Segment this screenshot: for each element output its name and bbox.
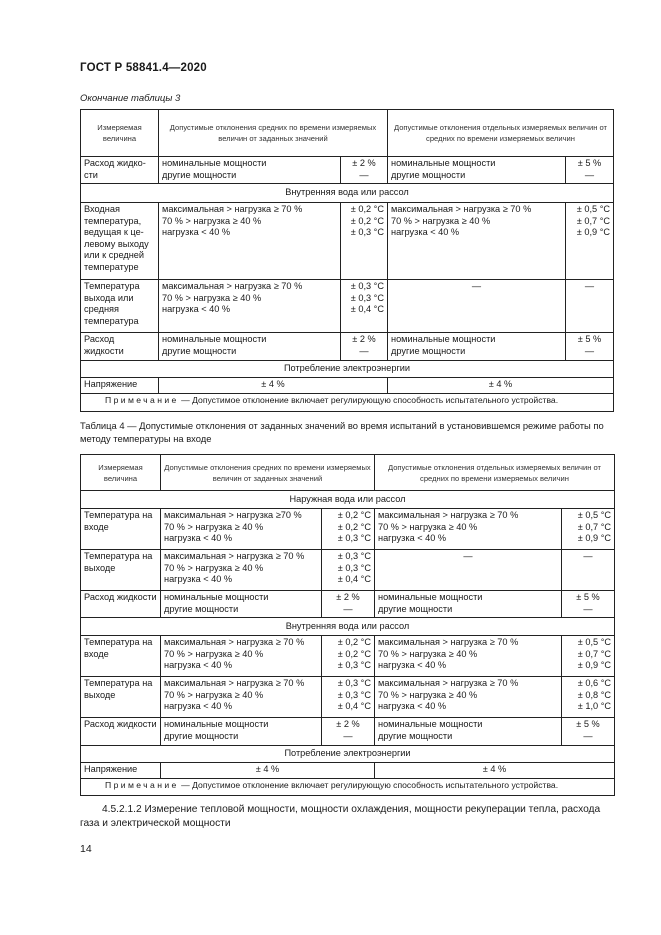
table-note: Примечание — Допустимое отклонение включает регулирующую способность испытательного устройства. [81, 779, 615, 796]
ind-conditions: максимальная > нагрузка ≥ 70 % 70 % > нагрузка ≥ 40 % нагрузка < 40 % [388, 203, 566, 280]
avg-values: ± 0,2 °C ± 0,2 °C ± 0,3 °C [322, 636, 375, 677]
quantity-name: Расход жидкости [81, 718, 161, 746]
avg-conditions: номинальные мощности другие мощности [159, 157, 341, 184]
ind-values: ± 0,5 °C ± 0,7 °C ± 0,9 °C [566, 203, 614, 280]
avg-conditions: номинальные мощности другие мощности [161, 718, 322, 746]
table-row [81, 636, 615, 677]
quantity-name: Температура на входе [81, 509, 161, 550]
avg-values: ± 0,3 °C ± 0,3 °C ± 0,4 °C [322, 677, 375, 718]
document-id: ГОСТ Р 58841.4—2020 [80, 62, 207, 74]
header-average-deviation: Допустимые отклонения средних по времени измеряемых величин от заданных значений [161, 455, 375, 491]
table-4 [80, 454, 615, 796]
quantity-name: Температура на входе [81, 636, 161, 677]
ind-values: — [562, 550, 615, 591]
table-row [81, 591, 615, 618]
avg-values: ± 0,2 °C ± 0,2 °C ± 0,3 °C [341, 203, 388, 280]
table-row [81, 333, 614, 361]
table-3-continuation-caption: Окончание таблицы 3 [80, 93, 181, 104]
avg-values: ± 2 % — [322, 718, 375, 746]
ind-value: ± 4 % [388, 378, 614, 394]
avg-conditions: максимальная > нагрузка ≥ 70 % 70 % > нагрузка ≥ 40 % нагрузка < 40 % [161, 636, 322, 677]
avg-conditions: номинальные мощности другие мощности [159, 333, 341, 361]
avg-values: ± 0,2 °C ± 0,2 °C ± 0,3 °C [322, 509, 375, 550]
header-average-deviation: Допустимые отклонения средних по времени измеряемых величин от заданных значений [159, 110, 388, 157]
section-inner-water: Внутренняя вода или рассол [81, 618, 615, 636]
header-measured-quantity: Измеряемая величина [81, 110, 159, 157]
avg-values: ± 0,3 °C ± 0,3 °C ± 0,4 °C [322, 550, 375, 591]
quantity-name: Температура выхода или средняя температура [81, 280, 159, 333]
ind-conditions: номинальные мощности другие мощности [388, 333, 566, 361]
section-outer-water: Наружная вода или рассол [81, 491, 615, 509]
table-row [81, 509, 615, 550]
quantity-name: Температура на выходе [81, 677, 161, 718]
section-row [81, 618, 615, 636]
ind-conditions: максимальная > нагрузка ≥ 70 % 70 % > нагрузка ≥ 40 % нагрузка < 40 % [375, 509, 562, 550]
ind-values: ± 0,6 °C ± 0,8 °C ± 1,0 °C [562, 677, 615, 718]
ind-values: ± 0,5 °C ± 0,7 °C ± 0,9 °C [562, 636, 615, 677]
note-row [81, 394, 614, 412]
ind-conditions: номинальные мощности другие мощности [388, 157, 566, 184]
ind-values: ± 0,5 °C ± 0,7 °C ± 0,9 °C [562, 509, 615, 550]
header-individual-deviation: Допустимые отклонения отдельных измеряемых величин от средних по времени измеряемых величин [388, 110, 614, 157]
section-row [81, 746, 615, 763]
ind-conditions: — [375, 550, 562, 591]
table-row [81, 280, 614, 333]
table-4-caption: Таблица 4 — Допустимые отклонения от заданных значений во время испытаний в установившемся режиме работы по методу температуры на входе [80, 420, 604, 444]
table-note: Примечание — Допустимое отклонение включает регулирующую способность испытательного устройства. [81, 394, 614, 412]
avg-conditions: максимальная > нагрузка ≥70 % 70 % > нагрузка ≥ 40 % нагрузка < 40 % [161, 509, 322, 550]
quantity-name: Входная температура, ведущая к це-левому выходу или к средней температуре [81, 203, 159, 280]
section-row [81, 491, 615, 509]
ind-values: ± 5 % — [562, 591, 615, 618]
avg-conditions: максимальная > нагрузка ≥ 70 % 70 % > нагрузка ≥ 40 % нагрузка < 40 % [159, 280, 341, 333]
section-power-consumption: Потребление электроэнергии [81, 361, 614, 378]
avg-value: ± 4 % [159, 378, 388, 394]
ind-values: — [566, 280, 614, 333]
header-measured-quantity: Измеряемая величина [81, 455, 161, 491]
avg-conditions: максимальная > нагрузка ≥ 70 % 70 % > нагрузка ≥ 40 % нагрузка < 40 % [161, 677, 322, 718]
quantity-name: Расход жидко-сти [81, 157, 159, 184]
ind-conditions: номинальные мощности другие мощности [375, 591, 562, 618]
table-row [81, 718, 615, 746]
table-3 [80, 109, 614, 412]
table-row [81, 677, 615, 718]
quantity-name: Температура на выходе [81, 550, 161, 591]
table-row [81, 157, 614, 184]
section-row [81, 361, 614, 378]
table-row [81, 378, 614, 394]
header-individual-deviation: Допустимые отклонения отдельных измеряемых величин от средних по времени измеряемых величин [375, 455, 615, 491]
quantity-name: Напряжение [81, 378, 159, 394]
avg-conditions: максимальная > нагрузка ≥ 70 % 70 % > нагрузка ≥ 40 % нагрузка < 40 % [159, 203, 341, 280]
avg-value: ± 4 % [161, 763, 375, 779]
table-row [81, 203, 614, 280]
page-number: 14 [80, 843, 92, 855]
quantity-name: Напряжение [81, 763, 161, 779]
ind-conditions: максимальная > нагрузка ≥ 70 % 70 % > нагрузка ≥ 40 % нагрузка < 40 % [375, 636, 562, 677]
quantity-name: Расход жидкости [81, 591, 161, 618]
table-header-row [81, 110, 614, 157]
avg-values: ± 2 % — [322, 591, 375, 618]
ind-conditions: максимальная > нагрузка ≥ 70 % 70 % > нагрузка ≥ 40 % нагрузка < 40 % [375, 677, 562, 718]
note-row [81, 779, 615, 796]
avg-conditions: номинальные мощности другие мощности [161, 591, 322, 618]
quantity-name: Расход жидкости [81, 333, 159, 361]
table-row [81, 763, 615, 779]
ind-conditions: — [388, 280, 566, 333]
avg-values: ± 2 % — [341, 157, 388, 184]
section-row [81, 184, 614, 203]
section-power-consumption: Потребление электроэнергии [81, 746, 615, 763]
table-row [81, 550, 615, 591]
ind-values: ± 5 % — [566, 157, 614, 184]
ind-values: ± 5 % — [566, 333, 614, 361]
avg-values: ± 2 % — [341, 333, 388, 361]
section-inner-water: Внутренняя вода или рассол [81, 184, 614, 203]
ind-values: ± 5 % — [562, 718, 615, 746]
avg-values: ± 0,3 °C ± 0,3 °C ± 0,4 °C [341, 280, 388, 333]
section-heading: 4.5.2.1.2 Измерение тепловой мощности, мощности охлаждения, мощности рекуперации тепла, расхода газа и электрической мощности [80, 804, 601, 829]
ind-value: ± 4 % [375, 763, 615, 779]
avg-conditions: максимальная > нагрузка ≥ 70 % 70 % > нагрузка ≥ 40 % нагрузка < 40 % [161, 550, 322, 591]
ind-conditions: номинальные мощности другие мощности [375, 718, 562, 746]
table-header-row [81, 455, 615, 491]
